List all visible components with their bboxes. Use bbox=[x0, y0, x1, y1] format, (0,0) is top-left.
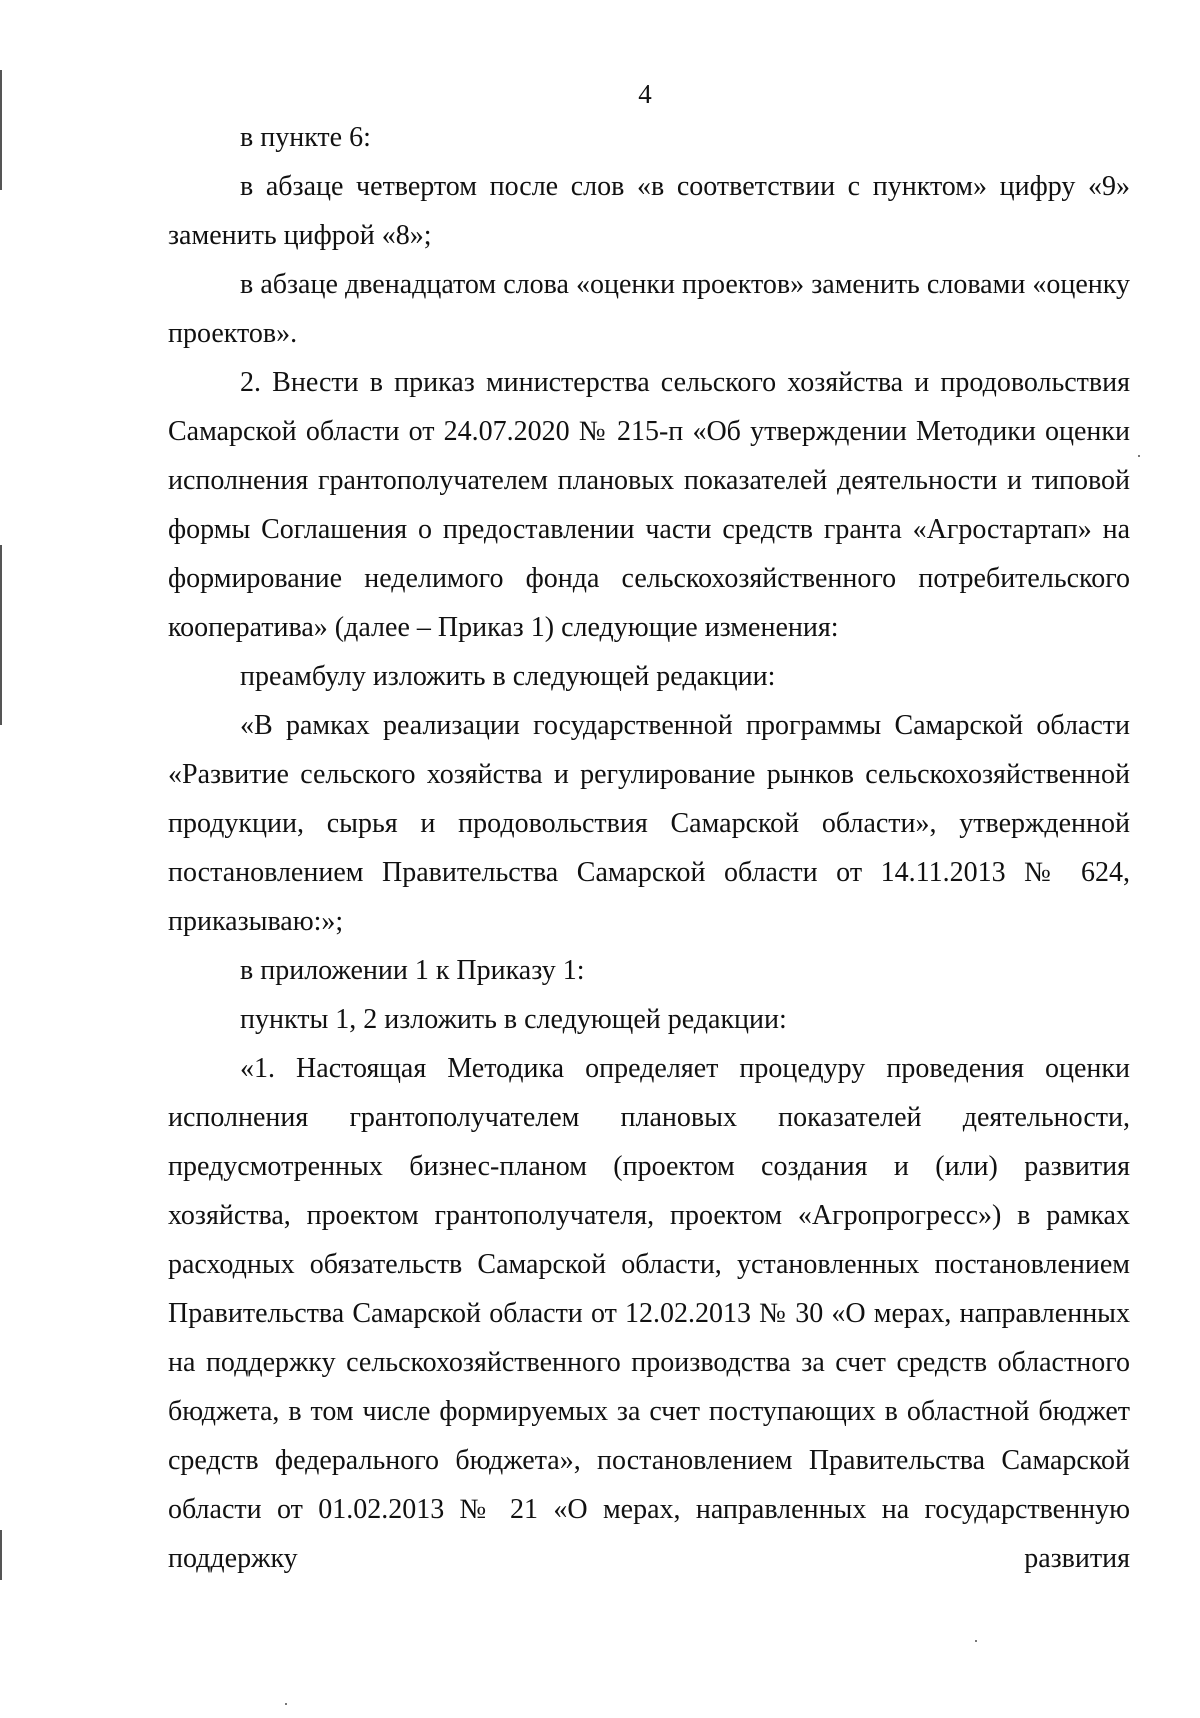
scan-edge-mark bbox=[0, 545, 2, 725]
scan-speck bbox=[285, 1703, 287, 1705]
paragraph-point-1-text: «1. Настоящая Методика определяет процедуру проведения оценки исполнения грантополучателем плановых показателей деятельности, предусмотренных бизнес-планом (проектом создания и (или) развития хозяйства, проектом грантополучателя, проектом «Агропрогресс») в рамках расходных обязательств Самарской области, установленных постановлением Правительства Самарской области от 12.02.2013 № 30 «О мерах, направленных на поддержку сельскохозяйственного производства за счет средств областного бюджета, в том числе формируемых за счет поступающих в областной бюджет средств федерального бюджета», постановлением Правительства Самарской области от 01.02.2013 № 21 «О мерах, направленных на государственную поддержку развития bbox=[168, 1053, 1130, 1574]
paragraph-appendix-1: в приложении 1 к Приказу 1: bbox=[240, 955, 585, 986]
paragraph-item-2: 2. Внести в приказ министерства сельского хозяйства и продовольствия Самарской области от 24.07.2020 № 215-п «Об утверждении Методики оценки исполнения грантополучателем плановых показателей деятельности и типовой формы Соглашения о предоставлении части средств гранта «Агростартап» на формирование неделимого фонда сельскохозяйственного потребительского кооператива» (далее – Приказ 1) следующие изменения: bbox=[168, 367, 1130, 643]
paragraph-preamble-intro: преамбулу изложить в следующей редакции: bbox=[240, 661, 776, 692]
paragraph-preamble-text: «В рамках реализации государственной программы Самарской области «Развитие сельского хозяйства и регулирование рынков сельскохозяйственной продукции, сырья и продовольствия Самарской области», утвержденной постановлением Правительства Самарской области от 14.11.2013 № 624, приказываю:»; bbox=[168, 710, 1130, 937]
scan-speck bbox=[1138, 455, 1140, 457]
page-number: 4 bbox=[638, 79, 652, 109]
scan-speck bbox=[975, 1640, 977, 1642]
document-body bbox=[168, 113, 1130, 1583]
paragraph-item-6-heading: в пункте 6: bbox=[240, 122, 371, 153]
paragraph-points-1-2: пункты 1, 2 изложить в следующей редакции: bbox=[240, 1004, 787, 1035]
paragraph-abzac-12: в абзаце двенадцатом слова «оценки проектов» заменить словами «оценку проектов». bbox=[168, 269, 1130, 349]
scan-edge-mark bbox=[0, 1530, 2, 1580]
paragraph-abzac-4: в абзаце четвертом после слов «в соответствии с пунктом» цифру «9» заменить цифрой «8»; bbox=[168, 171, 1130, 251]
